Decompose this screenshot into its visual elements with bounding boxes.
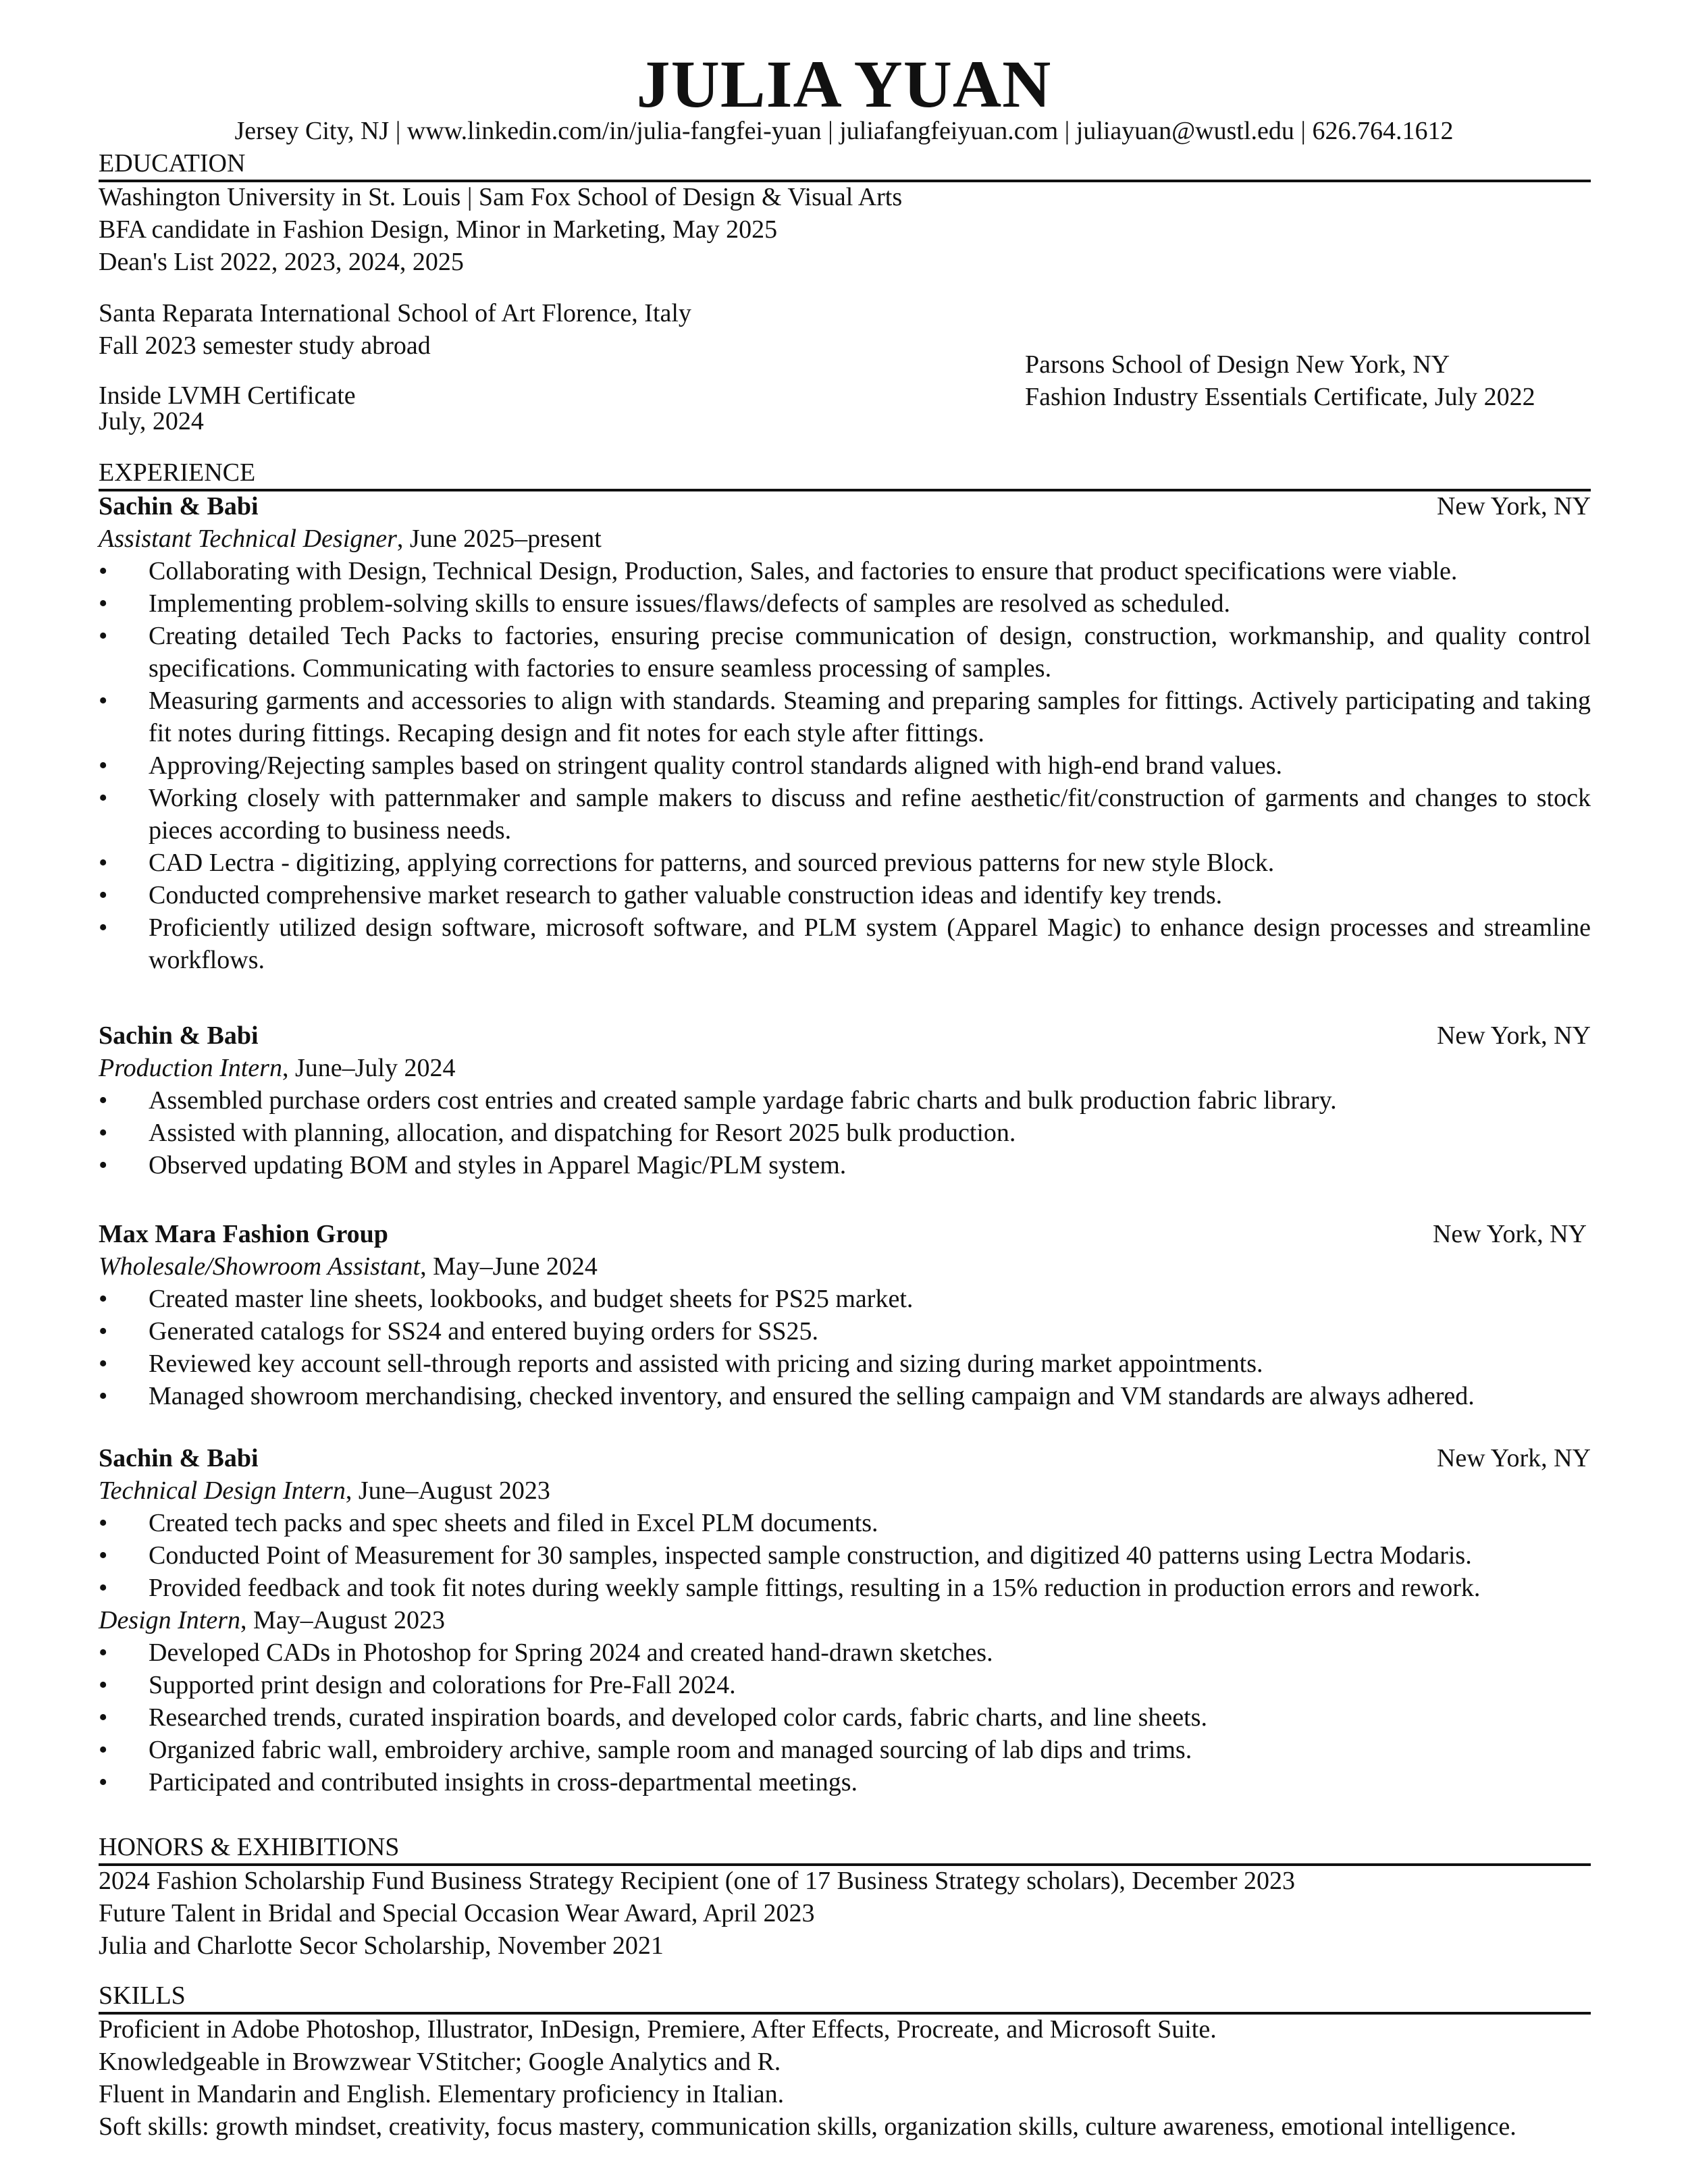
bullet-marker: • (99, 1541, 108, 1570)
bullet-marker: • (99, 913, 108, 942)
bullet-item: Observed updating BOM and styles in Apparel Magic/PLM system. (149, 1151, 847, 1179)
skill-line: Knowledgeable in Browzwear VStitcher; Google Analytics and R. (99, 2048, 781, 2076)
bullet-marker: • (99, 1317, 108, 1346)
bullet-item: Proficiently utilized design software, microsoft software, and PLM system (Apparel Magic) to enhance design processes and streamline workflows. (149, 913, 1591, 974)
bullet-item: Developed CADs in Photoshop for Spring 2024 and created hand-drawn sketches. (149, 1639, 993, 1667)
section-heading-skills: SKILLS (99, 1979, 1591, 2015)
company-name: Sachin & Babi (99, 1444, 259, 1472)
job-title: Wholesale/Showroom Assistant (99, 1252, 421, 1281)
bullet-marker: • (99, 1574, 108, 1602)
job-dates: , June 2025–present (396, 525, 602, 553)
bullet-item: Organized fabric wall, embroidery archive, sample room and managed sourcing of lab dips and trims. (149, 1736, 1192, 1764)
bullet-item: Approving/Rejecting samples based on stringent quality control standards aligned with high-end brand values. (149, 751, 1283, 780)
bullet-marker: • (99, 751, 108, 780)
bullet-marker: • (99, 1768, 108, 1796)
job-title: Production Intern (99, 1054, 282, 1082)
company-name: Sachin & Babi (99, 492, 259, 521)
bullet-item: CAD Lectra - digitizing, applying corrections for patterns, and sourced previous patterns for new style Block. (149, 849, 1275, 877)
bullet-marker: • (99, 1350, 108, 1378)
contact-line: Jersey City, NJ | www.linkedin.com/in/julia-fangfei-yuan | juliafangfeiyuan.com | juliayuan@wustl.edu | 626.764.1612 (234, 117, 1454, 145)
bullet-marker: • (99, 687, 108, 715)
bullet-marker: • (99, 557, 108, 585)
skill-line: Fluent in Mandarin and English. Elementary proficiency in Italian. (99, 2080, 785, 2108)
bullet-item: Supported print design and colorations for Pre-Fall 2024. (149, 1671, 736, 1699)
bullet-marker: • (99, 1151, 108, 1179)
job-title-line (99, 1250, 598, 1283)
company-name: Max Mara Fashion Group (99, 1220, 388, 1248)
job-location: New York, NY (1436, 492, 1591, 521)
job-title: Assistant Technical Designer (99, 525, 397, 553)
bullet-marker: • (99, 1509, 108, 1537)
section-heading-honors: HONORS & EXHIBITIONS (99, 1831, 1591, 1866)
bullet-marker: • (99, 622, 108, 650)
bullet-item: Measuring garments and accessories to align with standards. Steaming and preparing samples for fittings. Actively participating and taking fit notes during fittings. Recaping design and fit notes for each style after fittings. (149, 687, 1591, 747)
bullet-item: Conducted comprehensive market research to gather valuable construction ideas and identify key trends. (149, 881, 1223, 909)
bullet-item: Created master line sheets, lookbooks, and budget sheets for PS25 market. (149, 1285, 914, 1313)
skill-line: Proficient in Adobe Photoshop, Illustrator, InDesign, Premiere, After Effects, Procreate, and Microsoft Suite. (99, 2015, 1217, 2044)
education-deans-list: Dean's List 2022, 2023, 2024, 2025 (99, 248, 464, 276)
bullet-marker: • (99, 1736, 108, 1764)
honor-item: Future Talent in Bridal and Special Occasion Wear Award, April 2023 (99, 1899, 815, 1927)
bullet-item: Implementing problem-solving skills to ensure issues/flaws/defects of samples are resolved as scheduled. (149, 589, 1230, 618)
bullet-item: Working closely with patternmaker and sample makers to discuss and refine aesthetic/fit/construction of garments and changes to stock pieces according to business needs. (149, 784, 1591, 845)
bullet-item: Provided feedback and took fit notes during weekly sample fittings, resulting in a 15% reduction in production errors and rework. (149, 1574, 1481, 1602)
bullet-marker: • (99, 1671, 108, 1699)
bullet-item: Assisted with planning, allocation, and dispatching for Resort 2025 bulk production. (149, 1119, 1016, 1147)
bullet-marker: • (99, 849, 108, 877)
job-location: New York, NY (1436, 1444, 1591, 1472)
job-title: Design Intern (99, 1606, 241, 1634)
job-dates: , May–June 2024 (420, 1252, 598, 1281)
company-name: Sachin & Babi (99, 1021, 259, 1050)
education-school: Washington University in St. Louis | Sam Fox School of Design & Visual Arts (99, 183, 903, 211)
bullet-marker: • (99, 1119, 108, 1147)
section-heading-experience: EXPERIENCE (99, 456, 1591, 491)
job-title-line (99, 523, 602, 555)
bullet-item: Assembled purchase orders cost entries and created sample yardage fabric charts and bulk production fabric library. (149, 1086, 1337, 1115)
education-parsons-certificate: Fashion Industry Essentials Certificate, July 2022 (1025, 383, 1535, 411)
job-dates: , June–July 2024 (282, 1054, 456, 1082)
bullet-item: Participated and contributed insights in cross-departmental meetings. (149, 1768, 858, 1796)
job-title-line (99, 1474, 550, 1507)
job-title-line (99, 1052, 455, 1084)
bullet-item: Managed showroom merchandising, checked inventory, and ensured the selling campaign and VM standards are always adhered. (149, 1382, 1475, 1410)
bullet-item: Researched trends, curated inspiration boards, and developed color cards, fabric charts, and line sheets. (149, 1703, 1207, 1732)
education-certificate-date: July, 2024 (99, 407, 204, 435)
education-certificate-title: Inside LVMH Certificate (99, 381, 356, 410)
education-study-abroad-term: Fall 2023 semester study abroad (99, 331, 431, 360)
bullet-marker: • (99, 1285, 108, 1313)
bullet-marker: • (99, 881, 108, 909)
candidate-name: JULIA YUAN (636, 47, 1052, 122)
job-dates: , June–August 2023 (345, 1476, 550, 1505)
bullet-item: Conducted Point of Measurement for 30 samples, inspected sample construction, and digitized 40 patterns using Lectra Modaris. (149, 1541, 1472, 1570)
section-heading-education: EDUCATION (99, 147, 1591, 182)
job-title: Technical Design Intern (99, 1476, 346, 1505)
bullet-marker: • (99, 1086, 108, 1115)
bullet-item: Created tech packs and spec sheets and filed in Excel PLM documents. (149, 1509, 878, 1537)
bullet-marker: • (99, 1639, 108, 1667)
bullet-marker: • (99, 1703, 108, 1732)
job-location: New York, NY (1432, 1220, 1587, 1248)
education-parsons-school: Parsons School of Design New York, NY (1025, 350, 1450, 379)
skill-line: Soft skills: growth mindset, creativity, focus mastery, communication skills, organization skills, culture awareness, emotional intelligence. (99, 2112, 1516, 2141)
education-degree: BFA candidate in Fashion Design, Minor in Marketing, May 2025 (99, 215, 778, 244)
honor-item: Julia and Charlotte Secor Scholarship, November 2021 (99, 1932, 664, 1960)
job-dates: , May–August 2023 (240, 1606, 445, 1634)
bullet-item: Reviewed key account sell-through reports and assisted with pricing and sizing during market appointments. (149, 1350, 1263, 1378)
honor-item: 2024 Fashion Scholarship Fund Business Strategy Recipient (one of 17 Business Strategy scholars), December 2023 (99, 1867, 1296, 1895)
bullet-item: Collaborating with Design, Technical Design, Production, Sales, and factories to ensure that product specifications were viable. (149, 557, 1458, 585)
bullet-marker: • (99, 784, 108, 812)
bullet-item: Generated catalogs for SS24 and entered buying orders for SS25. (149, 1317, 818, 1346)
bullet-marker: • (99, 1382, 108, 1410)
education-study-abroad-school: Santa Reparata International School of Art Florence, Italy (99, 299, 691, 327)
bullet-marker: • (99, 589, 108, 618)
bullet-item: Creating detailed Tech Packs to factories, ensuring precise communication of design, construction, workmanship, and quality control specifications. Communicating with factories to ensure seamless processing of samples. (149, 622, 1591, 683)
job-title-line (99, 1604, 445, 1636)
job-location: New York, NY (1436, 1021, 1591, 1050)
